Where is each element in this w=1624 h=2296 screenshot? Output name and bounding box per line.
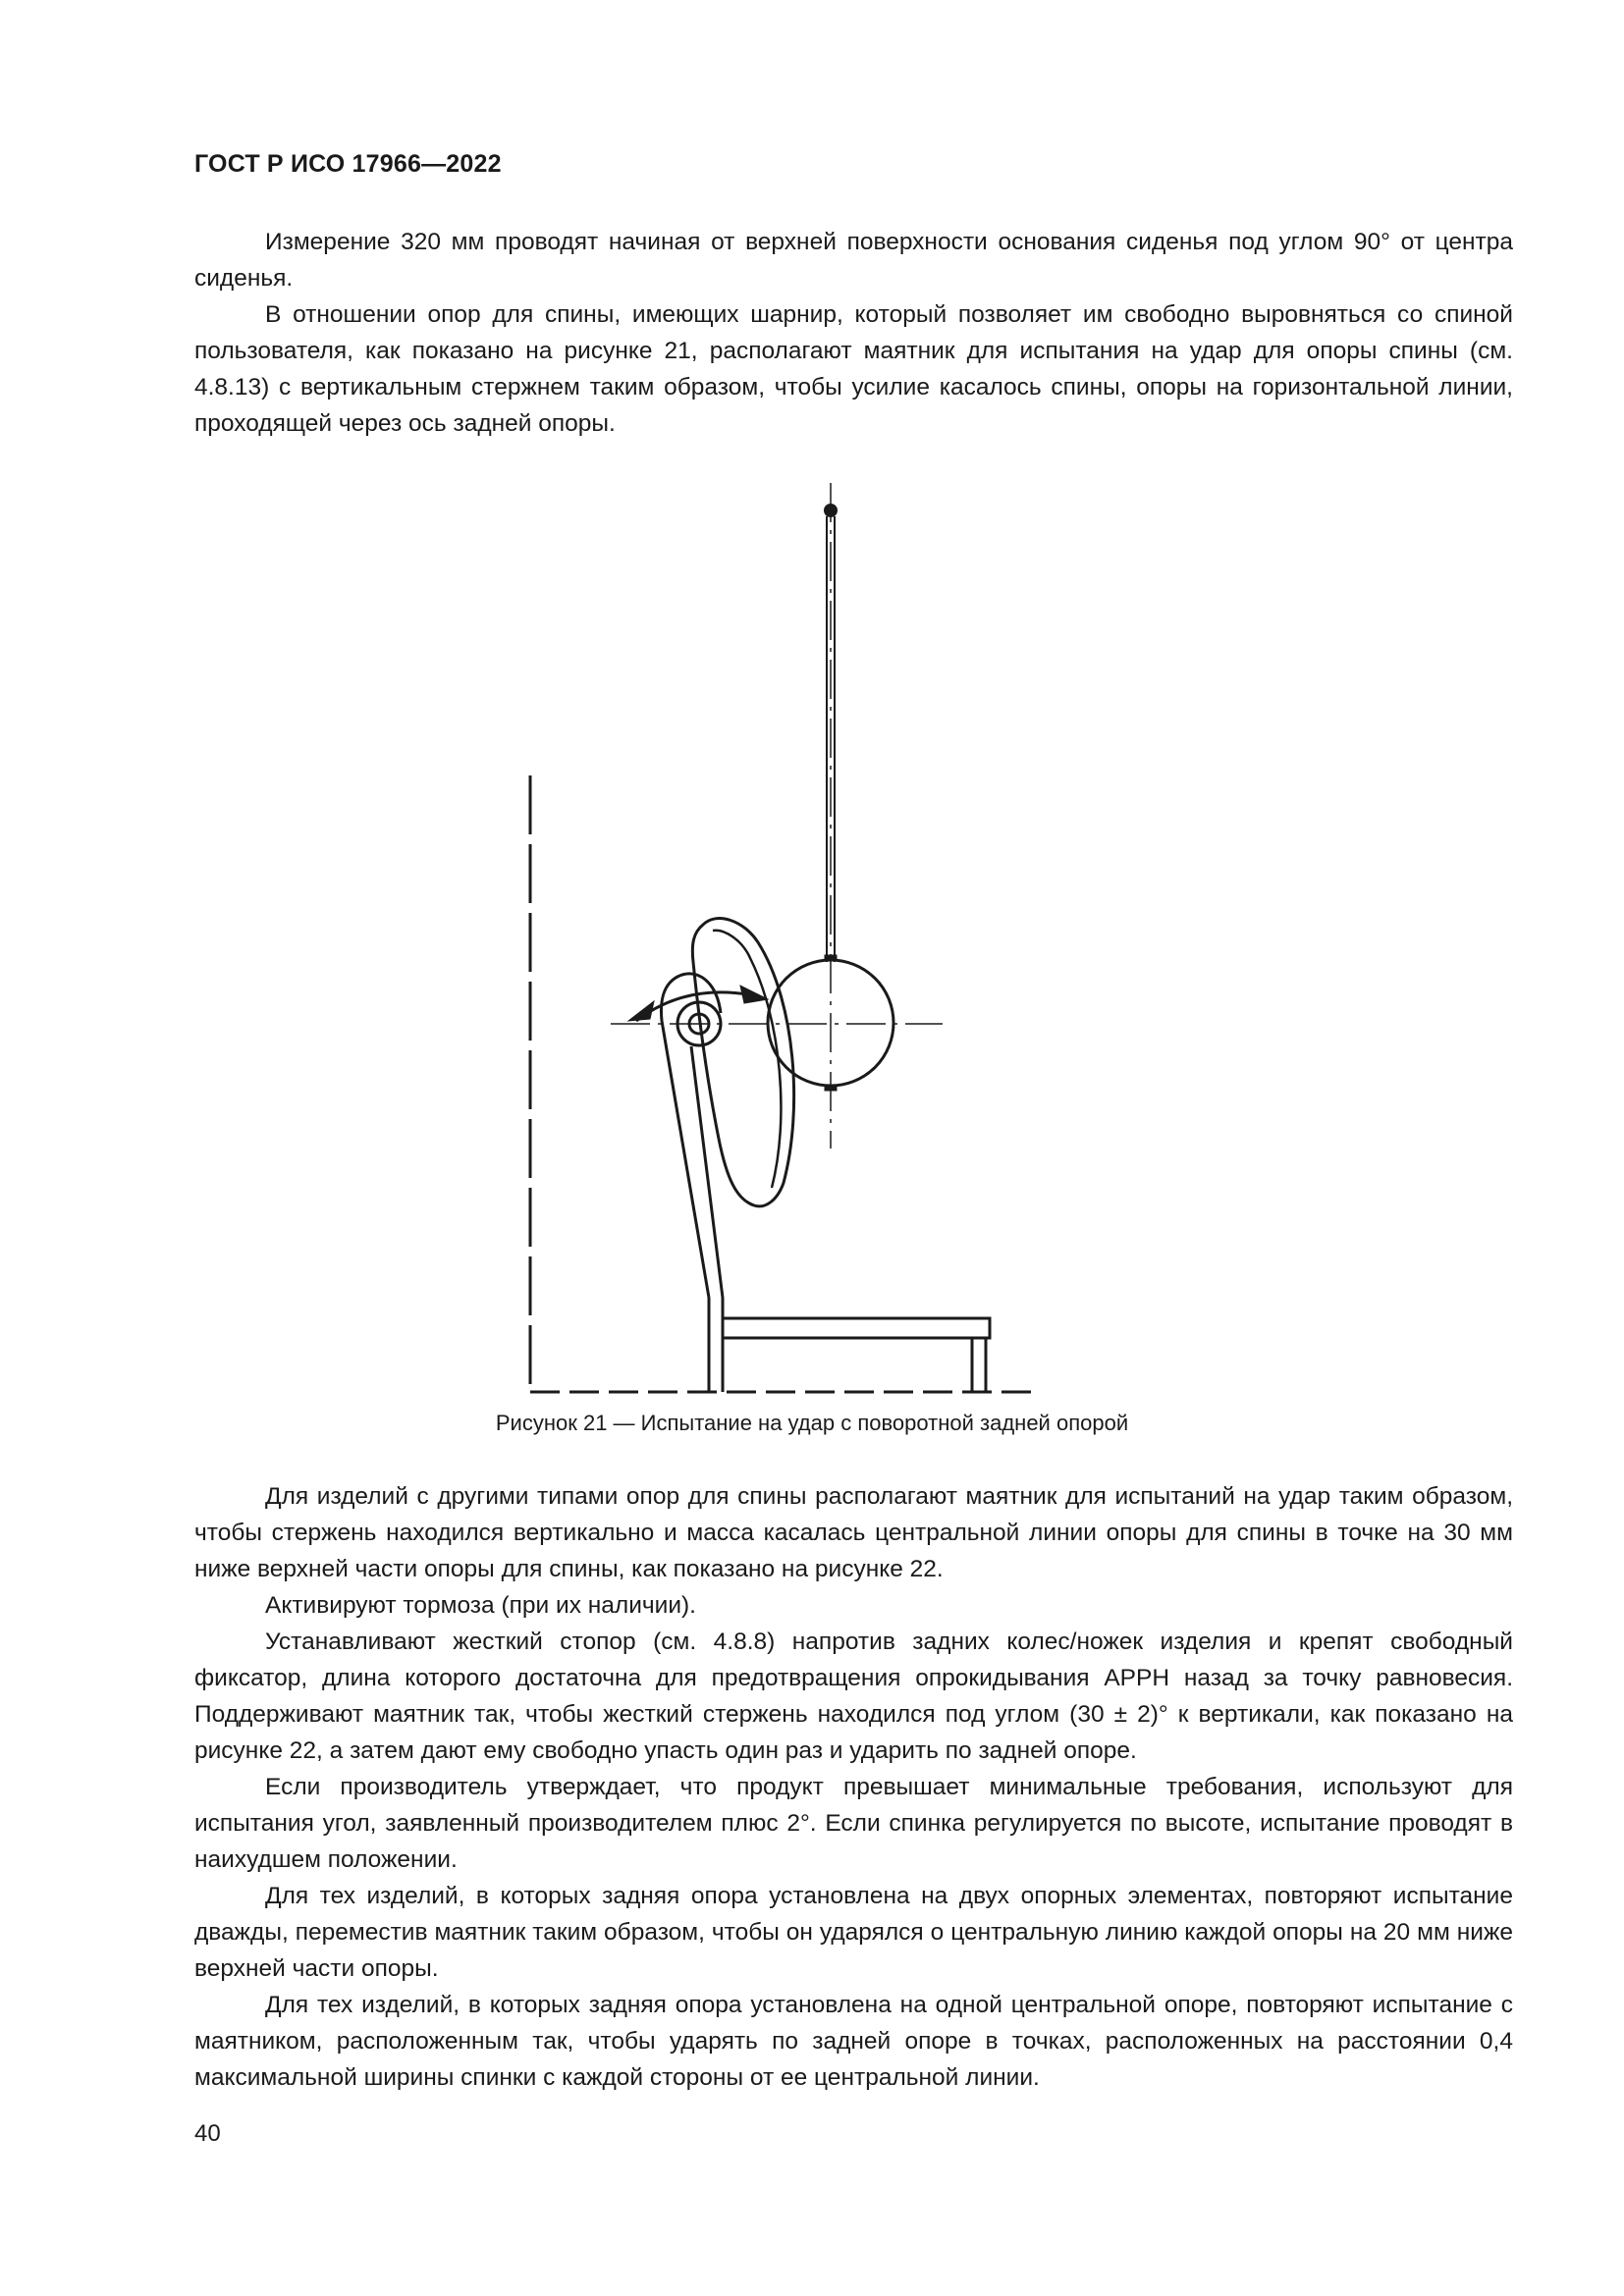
paragraph: В отношении опор для спины, имеющих шарнир, который позволяет им свободно выровняться со спиной пользователя, как показано на рисунке 21, располагают маятник для испытания на удар для опоры спины (см. 4.8.13) с вертикальным стержнем таким образом, чтобы усилие касалось спины, опоры на горизонтальной линии, проходящей через ось задней опоры. bbox=[194, 301, 1513, 437]
pendulum-pivot bbox=[825, 505, 837, 516]
paragraph: Измерение 320 мм проводят начиная от верхней поверхности основания сиденья под углом 90° от центра сиденья. bbox=[194, 229, 1513, 292]
text-section-top bbox=[194, 224, 1513, 442]
pendulum-impact-test-diagram-icon bbox=[491, 471, 1198, 1394]
paragraph: Для изделий с другими типами опор для спины располагают маятник для испытаний на удар таким образом, чтобы стержень находился вертикально и масса касалась центральной линии опоры для спины в точке на 30 мм ниже верхней части опоры для спины, как показано на рисунке 22. bbox=[194, 1483, 1513, 1582]
swing-arrow-head-left bbox=[628, 1001, 654, 1021]
paragraph: Если производитель утверждает, что продукт превышает минимальные требования, используют для испытания угол, заявленный производителем плюс 2°. Если спинка регулируется по высоте, испытание проводят в наихудшем положении. bbox=[194, 1774, 1513, 1873]
pendulum-mass-top-cap bbox=[825, 955, 837, 961]
pendulum-mass-bottom-cap bbox=[825, 1085, 837, 1091]
paragraph: Для тех изделий, в которых задняя опора установлена на одной центральной опоре, повторяют испытание с маятником, расположенным так, чтобы ударять по задней опоре в точках, расположенных на расстоянии 0,4 максимальной ширины спинки с каждой стороны от ее центральной линии. bbox=[194, 1992, 1513, 2091]
paragraph: Устанавливают жесткий стопор (см. 4.8.8) напротив задних колес/ножек изделия и крепят свободный фиксатор, длина которого достаточна для предотвращения опрокидывания АРРН назад за точку равновесия. Поддерживают маятник так, чтобы жесткий стержень находился под углом (30 ± 2)° к вертикали, как показано на рисунке 22, а затем дают ему свободно упасть один раз и ударить по задней опоре. bbox=[194, 1629, 1513, 1764]
backrest-bracket bbox=[661, 974, 721, 1298]
figure-21 bbox=[491, 471, 1198, 1394]
paragraph: Активируют тормоза (при их наличии). bbox=[265, 1592, 696, 1619]
seat bbox=[723, 1318, 990, 1338]
page-number: 40 bbox=[194, 2120, 221, 2147]
document-header: ГОСТ Р ИСО 17966—2022 bbox=[194, 150, 502, 178]
figure-caption: Рисунок 21 — Испытание на удар с поворотной задней опорой bbox=[495, 1411, 1129, 1435]
paragraph: Для тех изделий, в которых задняя опора установлена на двух опорных элементах, повторяют испытание дважды, переместив маятник таким образом, чтобы он ударялся о центральную линию каждой опоры на 20 мм ниже верхней части опоры. bbox=[194, 1883, 1513, 1982]
text-section-bottom bbox=[194, 1478, 1513, 2096]
backrest-bracket-inner bbox=[691, 1046, 723, 1298]
